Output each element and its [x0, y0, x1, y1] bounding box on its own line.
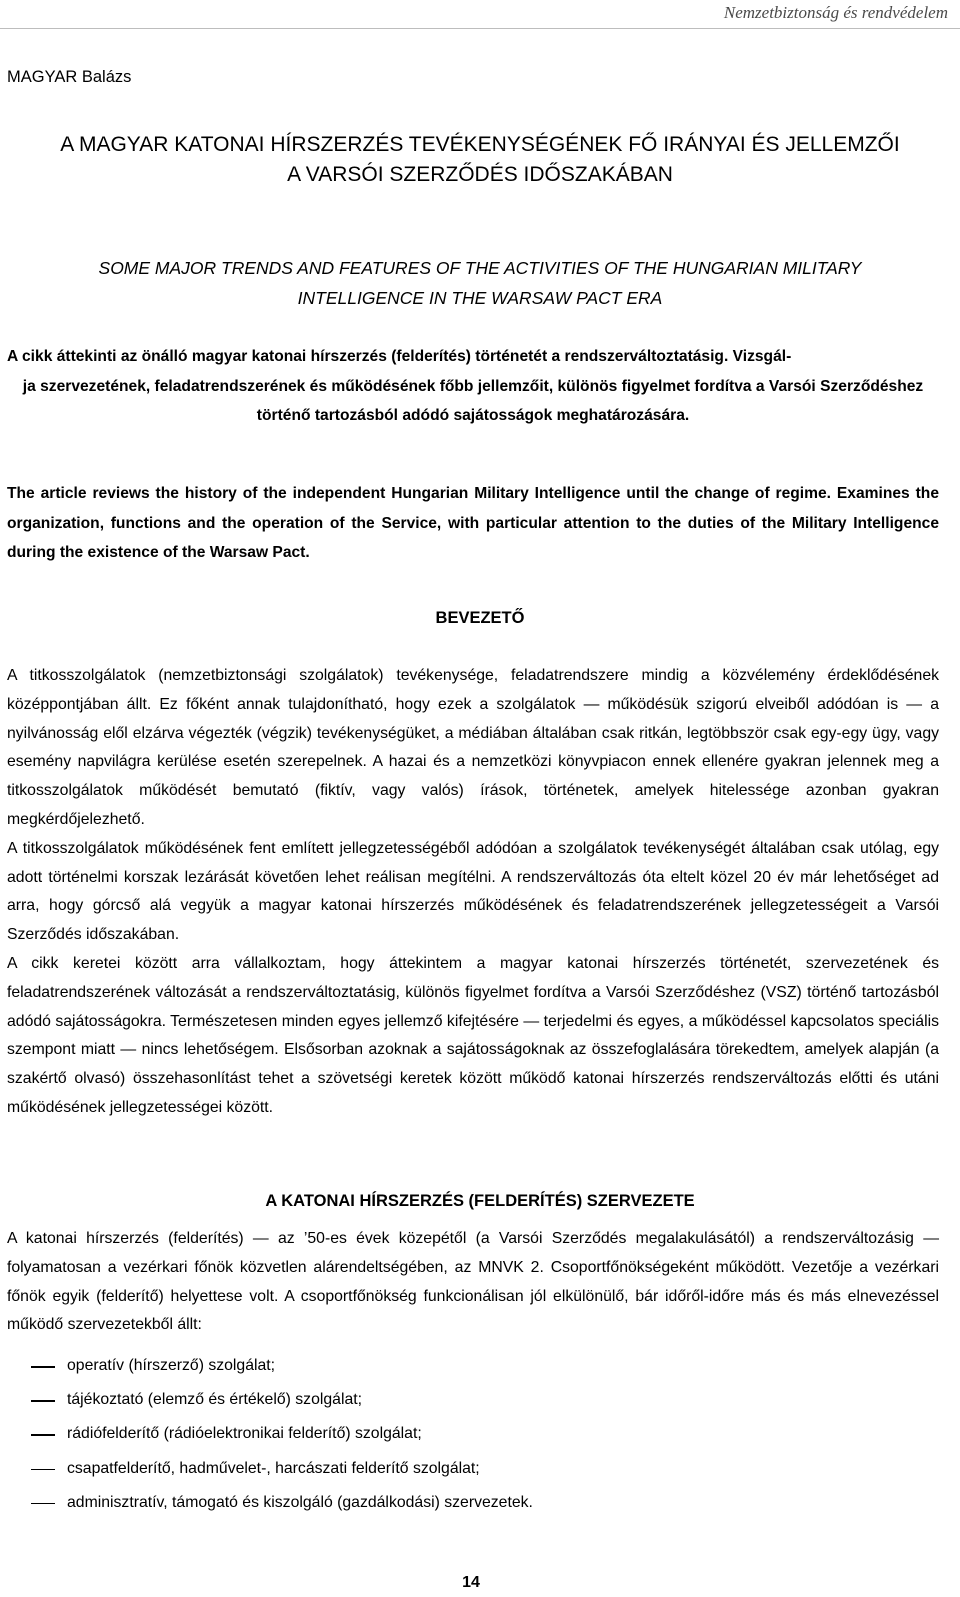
list-item	[7, 1452, 939, 1486]
dash-bullet-icon	[31, 1434, 55, 1436]
title-english-line-2: INTELLIGENCE IN THE WARSAW PACT ERA	[297, 288, 663, 308]
abstract-english: The article reviews the history of the independent Hungarian Military Intelligence until the change of regime. Examines the organization, functions and the operation of the Service, with particular attention to the duties of the Military Intelligence during the existence of the Warsaw Pact.	[7, 485, 939, 561]
list-item-text: operatív (hírszerző) szolgálat;	[67, 1357, 276, 1374]
running-head-title: Nemzetbiztonság és rendvédelem	[723, 3, 948, 22]
paragraph: A titkosszolgálatok működésének fent említett jellegzetességéből adódóan a szolgálatok tevékenységét általában csak utólag, egy adott történelmi korszak lezárását követően lehet reálisan megítélni. A rendszerváltozás óta eltelt közel 20 év már lehetőséget ad arra, hogy górcső alá vegyük a magyar katonai hírszerzés működésének és feladatrendszerének jellegzetességeit a Varsói Szerződés időszakában.	[7, 839, 939, 944]
list-item-text: tájékoztató (elemző és értékelő) szolgálat;	[67, 1391, 363, 1409]
section-title-introduction: BEVEZETŐ	[435, 609, 525, 627]
author-name: MAGYAR Balázs	[7, 68, 132, 86]
section-introduction-body	[7, 662, 939, 1123]
title-hungarian	[0, 130, 960, 190]
paragraph: A titkosszolgálatok (nemzetbiztonsági szolgálatok) tevékenysége, feladatrendszere mindig a közvélemény érdeklődésének középpontjában állt. Ez főként annak tulajdonítható, hogy ezek a szolgálatok — működésük szigorú elveiből adódóan is — a nyilvánosság elől elzárva végezték (végzik) tevékenységüket, a médiában általában csak ritkán, legtöbbször csak egy-egy ügy, vagy esemény napvilágra kerülése esetén szerepelnek. A hazai és a nemzetközi könyvpiacon ennek ellenére gyakran jelennek meg a titkosszolgálatok működését bemutató (fiktív, vagy valós) írások, történetek, amelyek hitelessége azonban gyakran megkérdőjelezhető.	[7, 667, 939, 828]
list-item	[7, 1383, 939, 1417]
section-title-organization: A KATONAI HÍRSZERZÉS (FELDERÍTÉS) SZERVEZETE	[265, 1192, 695, 1210]
list-item-text: adminisztratív, támogató és kiszolgáló (gazdálkodási) szervezetek.	[67, 1493, 533, 1511]
title-english	[0, 253, 960, 313]
abstract-hungarian	[7, 342, 939, 431]
list-item-text: rádiófelderítő (rádióelektronikai felderítő) szolgálat;	[67, 1425, 422, 1443]
paragraph: A cikk keretei között arra vállalkoztam, hogy áttekintem a magyar katonai hírszerzés történetét, szervezetének és feladatrendszerének változását a rendszerváltoztatásig, különös figyelmet fordítva a Varsói Szerződéshez (VSZ) történő tartozásból adódó sajátosságokra. Természetesen minden egyes jellemző kifejtésére — terjedelmi és egyes, a működéssel kapcsolatos speciális szempont miatt — nincs lehetőségem. Elsősorban azoknak a sajátosságoknak az összefoglalására törekedtem, amelyek alapján (a szakértő olvasó) összehasonlítást tehet a szövetségi keretek között működő katonai hírszerzés rendszerváltozás előtti és utáni működésének jellegzetességei között.	[7, 954, 939, 1116]
list-item	[7, 1486, 939, 1520]
section-organization-body	[7, 1225, 939, 1340]
list-item	[7, 1417, 939, 1451]
list-item	[7, 1349, 939, 1383]
dash-bullet-icon	[31, 1400, 55, 1402]
running-head	[0, 0, 960, 29]
abstract-hungarian-rest: ja szervezetének, feladatrendszerének és működésének főbb jellemzőit, különös figyelmet fordítva a Varsói Szerződéshez történő tartozásból adódó sajátosságok meghatározására.	[22, 377, 924, 424]
dash-bullet-icon	[31, 1503, 55, 1505]
abstract-hungarian-line-1: A cikk áttekinti az önálló magyar katonai hírszerzés (felderítés) történetét a rendszerváltoztatásig. Vizsgál-	[7, 348, 792, 365]
list-item-text: csapatfelderítő, hadművelet-, harcászati felderítő szolgálat;	[67, 1459, 480, 1477]
page-number: 14	[462, 1574, 480, 1591]
title-english-line-1: SOME MAJOR TRENDS AND FEATURES OF THE ACTIVITIES OF THE HUNGARIAN MILITARY	[98, 258, 862, 278]
title-hungarian-line-2: A VARSÓI SZERZŐDÉS IDŐSZAKÁBAN	[287, 163, 673, 186]
organization-units-list	[7, 1349, 939, 1520]
paragraph: A katonai hírszerzés (felderítés) — az ’50-es évek közepétől (a Varsói Szerződés megalakulásától) a rendszerváltozásig — folyamatosan a vezérkari főnök közvetlen alárendeltségében, az MNVK 2. Csoportfőnökségeként működött. Vezetője a vezérkari főnök egyik (felderítő) helyettese volt. A csoportfőnökség funkcionálisan jól elkülönülő, bár időről-időre más és más elnevezéssel működő szervezetekből állt:	[7, 1230, 939, 1334]
title-hungarian-line-1: A MAGYAR KATONAI HÍRSZERZÉS TEVÉKENYSÉGÉNEK FŐ IRÁNYAI ÉS JELLEMZŐI	[60, 133, 900, 156]
dash-bullet-icon	[31, 1366, 55, 1368]
dash-bullet-icon	[31, 1469, 55, 1471]
